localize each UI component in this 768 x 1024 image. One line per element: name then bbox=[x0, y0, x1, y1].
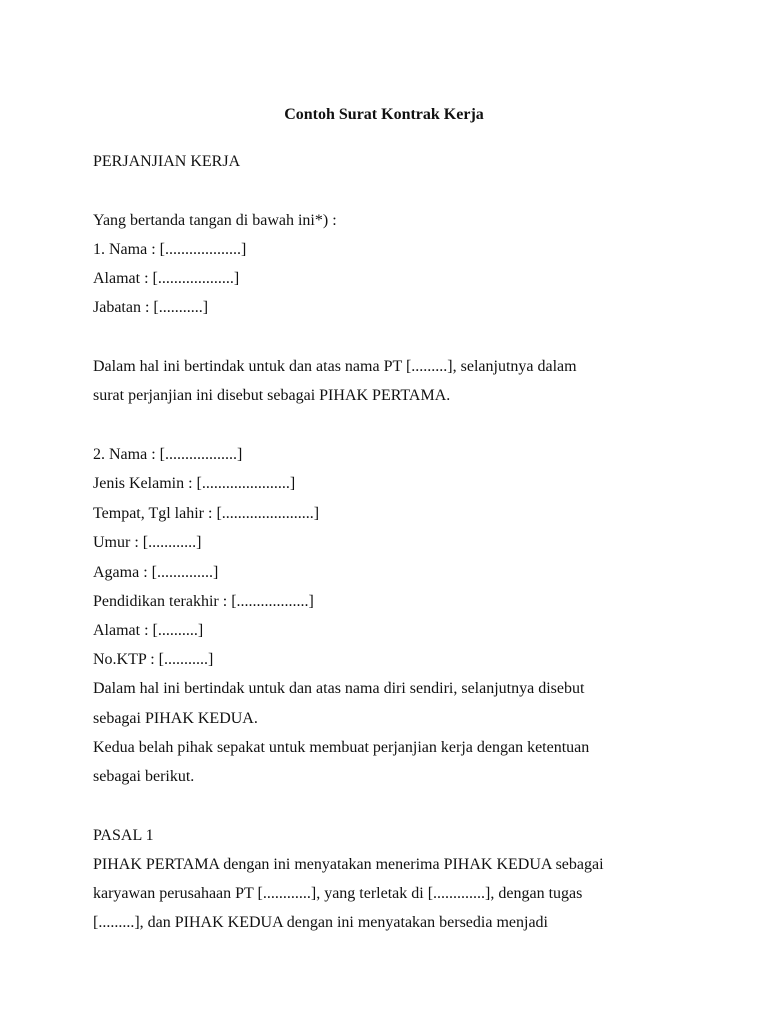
pasal1-line2: karyawan perusahaan PT [............], yang terletak di [.............], dengan tugas bbox=[93, 885, 583, 902]
party2-ktp: No.KTP : [...........] bbox=[93, 651, 214, 668]
party2-statement-line1: Dalam hal ini bertindak untuk dan atas nama diri sendiri, selanjutnya disebut bbox=[93, 680, 585, 697]
pasal1-heading: PASAL 1 bbox=[93, 827, 154, 844]
party1-jabatan: Jabatan : [...........] bbox=[93, 299, 209, 316]
agreement-heading: PERJANJIAN KERJA bbox=[93, 153, 241, 170]
agreement-line1: Kedua belah pihak sepakat untuk membuat perjanjian kerja dengan ketentuan bbox=[93, 739, 590, 756]
pasal1-line1: PIHAK PERTAMA dengan ini menyatakan menerima PIHAK KEDUA sebagai bbox=[93, 856, 604, 873]
party2-nama: 2. Nama : [..................] bbox=[93, 446, 243, 463]
party1-statement-line1: Dalam hal ini bertindak untuk dan atas nama PT [.........], selanjutnya dalam bbox=[93, 358, 577, 375]
agreement-line2: sebagai berikut. bbox=[93, 768, 195, 785]
party1-alamat: Alamat : [...................] bbox=[93, 270, 240, 287]
pasal1-line3: [.........], dan PIHAK KEDUA dengan ini menyatakan bersedia menjadi bbox=[93, 914, 548, 931]
party2-umur: Umur : [............] bbox=[93, 534, 202, 551]
document-title: Contoh Surat Kontrak Kerja bbox=[284, 106, 484, 123]
party2-jenis-kelamin: Jenis Kelamin : [......................] bbox=[93, 475, 296, 492]
party2-agama: Agama : [..............] bbox=[93, 564, 219, 581]
party2-pendidikan: Pendidikan terakhir : [..................] bbox=[93, 593, 314, 610]
party1-nama: 1. Nama : [...................] bbox=[93, 241, 247, 258]
party2-tempat-tgl-lahir: Tempat, Tgl lahir : [.......................] bbox=[93, 505, 320, 522]
party2-alamat: Alamat : [..........] bbox=[93, 622, 204, 639]
party2-statement-line2: sebagai PIHAK KEDUA. bbox=[93, 710, 258, 727]
party1-statement-line2: surat perjanjian ini disebut sebagai PIHAK PERTAMA. bbox=[93, 387, 451, 404]
intro-line: Yang bertanda tangan di bawah ini*) : bbox=[93, 212, 337, 229]
